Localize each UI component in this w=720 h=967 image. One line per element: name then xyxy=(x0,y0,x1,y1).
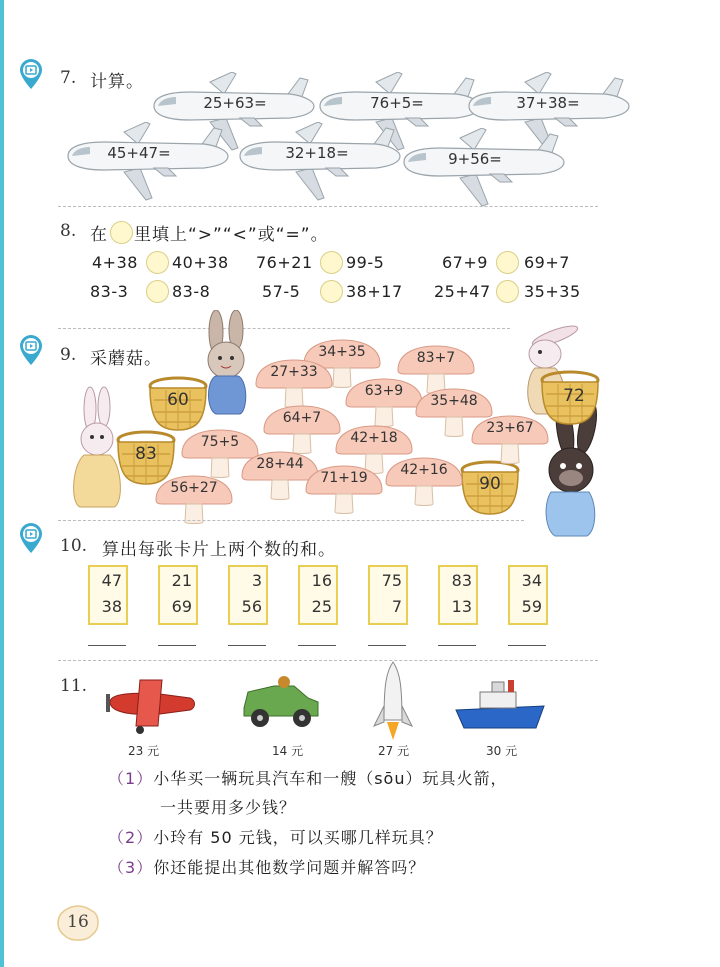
question-7-title: 计算。 xyxy=(90,72,144,92)
mushroom-text: 71+19 xyxy=(320,470,368,486)
mushroom-text: 28+44 xyxy=(256,456,304,472)
card-bottom-number: 56 xyxy=(241,597,262,616)
card-bottom-number: 38 xyxy=(101,597,122,616)
section-divider xyxy=(58,328,510,329)
plane-problem-text: 76+5= xyxy=(370,94,424,112)
answer-blank[interactable] xyxy=(368,645,406,646)
toy-price: 14 元 xyxy=(272,744,304,758)
compare-left: 25+47 xyxy=(434,282,491,301)
sub-question-text: 你还能提出其他数学问题并解答吗？ xyxy=(153,858,426,877)
sub-question-text: 一共要用多少钱？ xyxy=(160,798,297,817)
compare-right: 99-5 xyxy=(346,253,385,272)
question-8-instruction: 里填上“>”“<”或“=”。 xyxy=(134,225,329,245)
sub-question-3 xyxy=(108,855,425,878)
mushroom-text: 83+7 xyxy=(416,350,456,366)
card-top-number: 3 xyxy=(251,571,262,590)
answer-blank[interactable] xyxy=(158,645,196,646)
sub-question-text: 小华买一辆玩具汽车和一艘（sōu）玩具火箭， xyxy=(153,769,508,788)
card-bottom-number: 25 xyxy=(311,597,332,616)
mushroom-text: 42+16 xyxy=(400,462,448,478)
toy-airplane-icon xyxy=(100,672,200,736)
question-9-number: 9. xyxy=(60,345,77,365)
mushroom-text: 27+33 xyxy=(270,364,318,380)
number-card xyxy=(368,565,408,625)
mushroom-text: 35+48 xyxy=(430,393,478,409)
basket xyxy=(458,456,522,516)
card-bottom-number: 59 xyxy=(521,597,542,616)
card-top-number: 16 xyxy=(311,571,332,590)
basket-number: 90 xyxy=(479,474,501,494)
basket-number: 83 xyxy=(135,444,157,464)
mushroom-text: 34+35 xyxy=(318,344,366,360)
compare-left: 4+38 xyxy=(92,253,138,272)
mushroom-text: 23+67 xyxy=(486,420,534,436)
card-bottom-number: 69 xyxy=(171,597,192,616)
card-top-number: 75 xyxy=(381,571,402,590)
toy-ship-icon xyxy=(452,676,548,736)
compare-right: 69+7 xyxy=(524,253,570,272)
compare-circle[interactable] xyxy=(320,280,343,303)
question-8-number: 8. xyxy=(60,221,77,241)
plane-problem xyxy=(64,122,234,202)
question-8-prefix: 在 xyxy=(90,225,108,245)
compare-left: 83-3 xyxy=(90,282,129,301)
video-pin-icon[interactable] xyxy=(18,522,44,554)
plane-problem-text: 9+56= xyxy=(448,150,502,168)
compare-left: 67+9 xyxy=(442,253,488,272)
question-9-title: 采蘑菇。 xyxy=(90,349,162,369)
plane-problem-text: 37+38= xyxy=(516,94,580,112)
page-number xyxy=(56,904,100,942)
plane-problem-text: 45+47= xyxy=(107,144,171,162)
compare-circle[interactable] xyxy=(146,280,169,303)
compare-right: 40+38 xyxy=(172,253,229,272)
plane-problem-text: 25+63= xyxy=(203,94,267,112)
compare-circle-sample xyxy=(110,221,133,244)
plane-problem-text: 32+18= xyxy=(285,144,349,162)
mushroom[interactable] xyxy=(384,456,464,506)
answer-blank[interactable] xyxy=(508,645,546,646)
compare-right: 38+17 xyxy=(346,282,403,301)
compare-circle[interactable] xyxy=(146,251,169,274)
sub-question-index: （1） xyxy=(108,769,154,788)
question-11-number: 11. xyxy=(60,676,88,696)
airplane-icon xyxy=(400,128,570,208)
mushroom[interactable] xyxy=(304,464,384,514)
mushroom-text: 56+27 xyxy=(170,480,218,496)
number-card xyxy=(158,565,198,625)
toy-price: 27 元 xyxy=(378,744,410,758)
card-top-number: 21 xyxy=(171,571,192,590)
answer-blank[interactable] xyxy=(298,645,336,646)
sub-question-index: （2） xyxy=(108,828,154,847)
card-bottom-number: 7 xyxy=(391,597,402,616)
question-10-title: 算出每张卡片上两个数的和。 xyxy=(102,540,336,560)
mushroom[interactable] xyxy=(254,358,334,408)
card-top-number: 83 xyxy=(451,571,472,590)
plane-problem xyxy=(400,128,570,208)
section-divider xyxy=(58,206,598,207)
sub-question-1-cont xyxy=(160,795,296,818)
number-card xyxy=(228,565,268,625)
section-divider xyxy=(58,520,524,521)
card-top-number: 47 xyxy=(101,571,122,590)
number-card xyxy=(298,565,338,625)
sub-question-text: 小玲有 50 元钱，可以买哪几样玩具？ xyxy=(153,828,443,847)
question-10-number: 10. xyxy=(60,536,88,556)
compare-right: 83-8 xyxy=(172,282,211,301)
answer-blank[interactable] xyxy=(88,645,126,646)
compare-circle[interactable] xyxy=(496,251,519,274)
basket-number: 60 xyxy=(167,390,189,410)
mushroom-text: 75+5 xyxy=(200,434,240,450)
video-pin-icon[interactable] xyxy=(18,58,44,90)
mushroom[interactable] xyxy=(470,414,550,464)
mushroom[interactable] xyxy=(344,377,424,427)
page-edge-bar xyxy=(0,0,4,967)
number-card xyxy=(508,565,548,625)
question-7-number: 7. xyxy=(60,68,77,88)
mushroom-text: 64+7 xyxy=(282,410,322,426)
sub-question-2 xyxy=(108,825,443,848)
answer-blank[interactable] xyxy=(438,645,476,646)
compare-right: 35+35 xyxy=(524,282,581,301)
card-top-number: 34 xyxy=(521,571,542,590)
page-number-text: 16 xyxy=(67,912,89,932)
airplane-icon xyxy=(64,122,234,202)
card-bottom-number: 13 xyxy=(451,597,472,616)
mushroom-text: 42+18 xyxy=(350,430,398,446)
number-card xyxy=(88,565,128,625)
compare-circle[interactable] xyxy=(320,251,343,274)
toy-price: 23 元 xyxy=(128,744,160,758)
compare-left: 76+21 xyxy=(256,253,313,272)
compare-circle[interactable] xyxy=(496,280,519,303)
mushroom[interactable] xyxy=(262,404,342,454)
number-card xyxy=(438,565,478,625)
sub-question-index: （3） xyxy=(108,858,154,877)
answer-blank[interactable] xyxy=(228,645,266,646)
sub-question-1 xyxy=(108,766,507,789)
mushroom-text: 63+9 xyxy=(364,383,404,399)
mushroom[interactable] xyxy=(154,474,234,524)
basket-number: 72 xyxy=(563,386,585,406)
compare-left: 57-5 xyxy=(262,282,301,301)
toy-rocket-icon xyxy=(370,660,416,742)
toy-price: 30 元 xyxy=(486,744,518,758)
basket xyxy=(146,372,210,432)
plane-problem xyxy=(236,122,406,202)
video-pin-icon[interactable] xyxy=(18,334,44,366)
airplane-icon xyxy=(236,122,406,202)
toy-car-icon xyxy=(238,672,324,736)
section-divider xyxy=(58,660,598,661)
